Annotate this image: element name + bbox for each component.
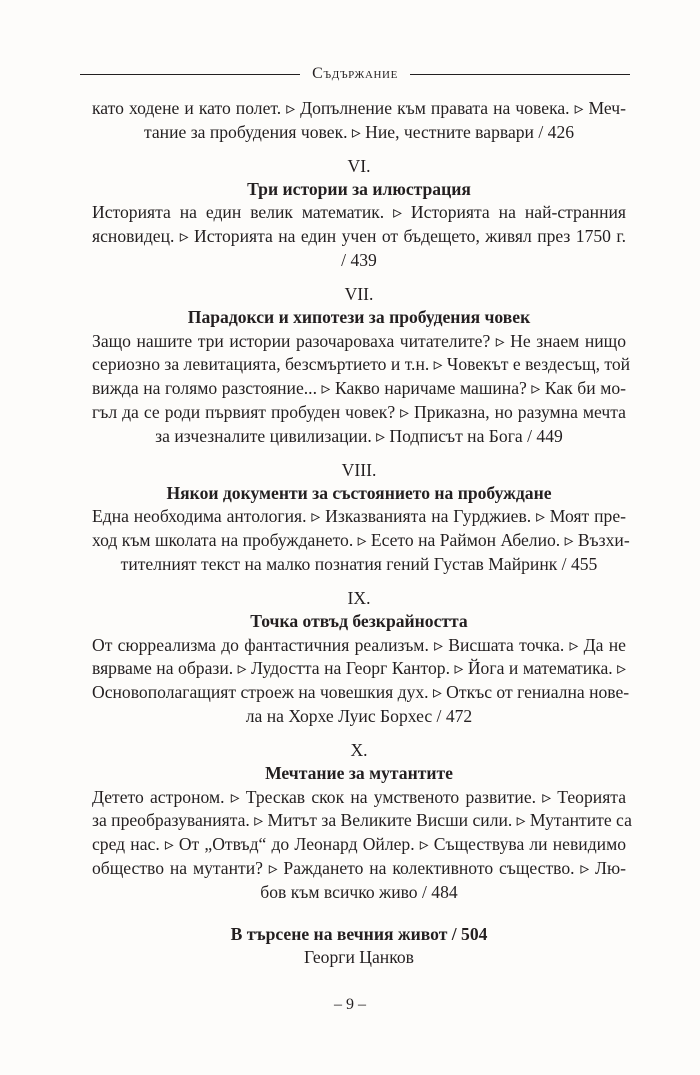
intro-line: тание за пробудения човек. ▹ Ние, честните варвари / 426 — [143, 121, 575, 142]
chapter-heading: Мечтание за мутантите — [265, 762, 453, 783]
chapter-numeral: X. — [350, 739, 368, 760]
summary-line: вярваме на образи. ▹ Лудостта на Георг Кантор. ▹ Йога и математика. ▹ — [92, 658, 626, 679]
summary-line: сред нас. ▹ От „Отвъд“ до Леонард Ойлер. ▹ Съществува ли невидимо — [92, 834, 626, 855]
summary-line: Историята на един велик математик. ▹ Историята на най-странния — [92, 202, 626, 223]
summary-line: за преобразуванията. ▹ Митът за Великите Висши сили. ▹ Мутантите са — [92, 810, 632, 831]
intro-line: като ходене и като полет. ▹ Допълнение към правата на човека. ▹ Меч- — [92, 98, 626, 118]
chapter-numeral: VII. — [344, 283, 374, 304]
summary-line: вижда на голямо разстояние... ▹ Какво наричаме машина? ▹ Как би мо- — [92, 378, 626, 399]
chapter-summary — [92, 201, 626, 272]
running-header — [80, 62, 630, 86]
chapter-heading: Три истории за илюстрация — [247, 178, 471, 199]
summary-line: Защо нашите три истории разочароваха читателите? ▹ Не знаем нищо — [92, 330, 626, 351]
summary-line: сериозно за левитацията, безсмъртието и т.н. ▹ Човекът е вездесъщ, той — [92, 354, 631, 375]
summary-line: общество на мутанти? ▹ Раждането на колективното същество. ▹ Лю- — [92, 857, 626, 878]
chapter-heading: Точка отвъд безкрайността — [250, 610, 468, 631]
afterword-author: Георги Цанков — [304, 947, 414, 968]
summary-line: ясновидец. ▹ Историята на един учен от бъдещето, живял през 1750 г. — [92, 226, 626, 247]
summary-line: тителният текст на малко познатия гений Густав Майринк / 455 — [120, 553, 598, 574]
summary-line: гъл да се роди първият пробуден човек? ▹ Приказна, но разумна мечта — [92, 401, 626, 422]
intro-paragraph — [92, 97, 626, 145]
summary-line: / 439 — [341, 249, 377, 270]
chapter-heading: Парадокси и хипотези за пробудения човек — [187, 306, 531, 327]
summary-line: Основополагащият строеж на човешкия дух. ▹ Откъс от гениална нове- — [92, 682, 630, 703]
summary-line: Детето астроном. ▹ Трескав скок на умственото развитие. ▹ Теорията — [92, 786, 626, 807]
summary-line: ход към школата на пробуждането. ▹ Есето на Раймон Абелио. ▹ Възхи- — [92, 530, 630, 551]
chapter-numeral: IX. — [347, 587, 371, 608]
chapter-summary — [92, 634, 630, 729]
chapter-summary — [92, 505, 630, 576]
page-number: – 9 – — [334, 996, 366, 1013]
summary-line: Една необходима антология. ▹ Изказванията на Гурджиев. ▹ Моят пре- — [92, 506, 626, 527]
afterword-heading: В търсене на вечния живот / 504 — [230, 923, 488, 944]
running-title: Съдържание — [312, 65, 398, 82]
summary-line: От сюрреализма до фантастичния реализъм. ▹ Висшата точка. ▹ Да не — [92, 634, 626, 655]
chapter-numeral: VIII. — [341, 459, 377, 480]
summary-line: за изчезналите цивилизации. ▹ Подписът на Бога / 449 — [155, 425, 563, 446]
chapter-heading: Някои документи за състоянието на пробуждане — [166, 482, 552, 503]
summary-line: ла на Хорхе Луис Борхес / 472 — [245, 705, 473, 726]
header-rule-right — [410, 74, 630, 75]
chapter-summary — [92, 786, 632, 905]
chapter-summary — [92, 330, 631, 449]
table-of-contents — [92, 97, 632, 970]
summary-line: бов към всичко живо / 484 — [260, 881, 458, 902]
chapter-numeral: VI. — [347, 155, 371, 176]
header-rule-left — [80, 74, 300, 75]
